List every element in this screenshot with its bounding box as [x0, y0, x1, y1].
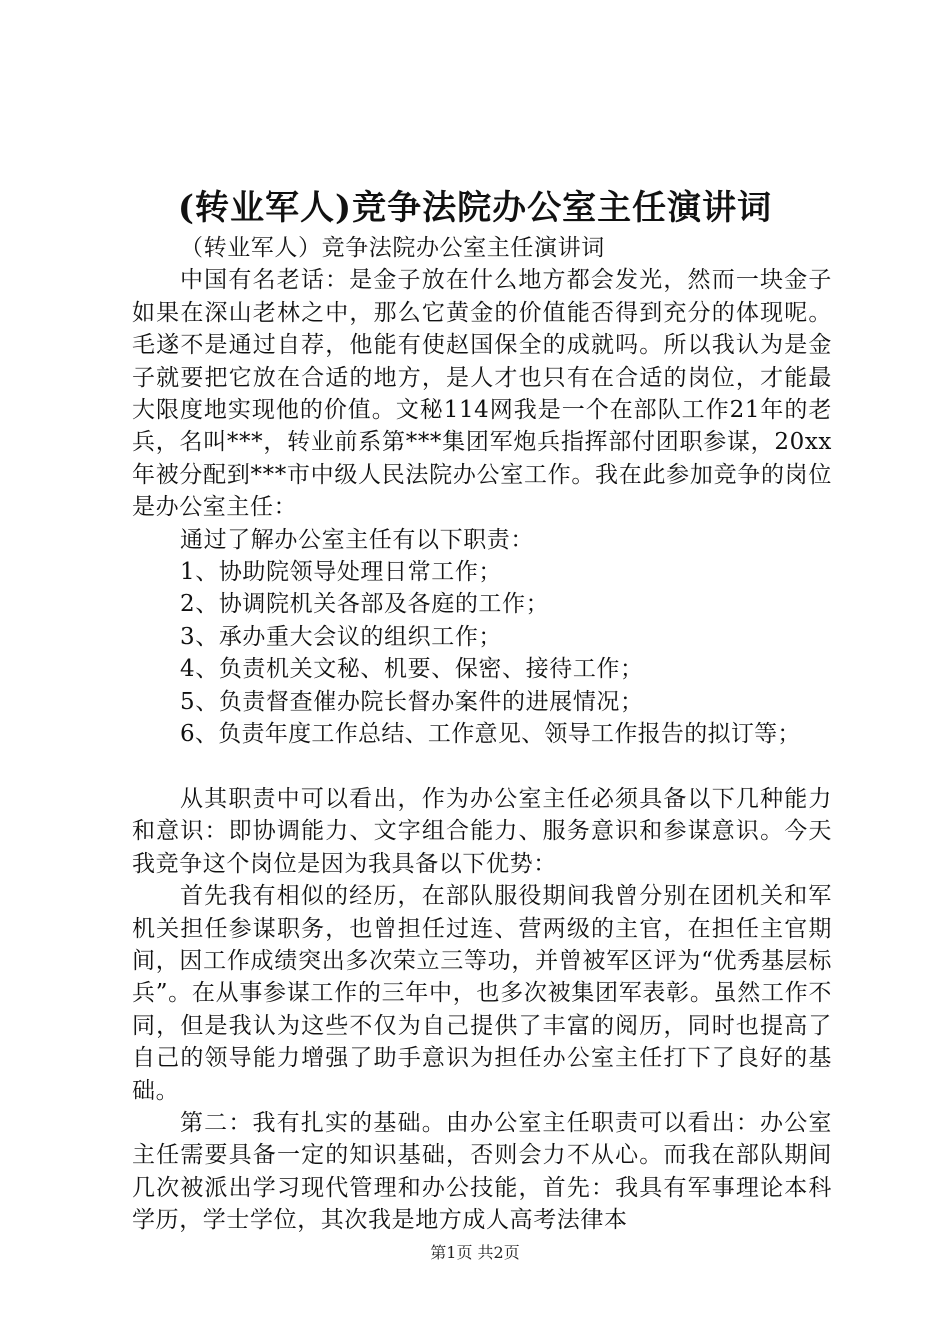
paragraph-duties-intro: 通过了解办公室主任有以下职责： [180, 526, 534, 553]
duty-item-6: 6、负责年度工作总结、工作意见、领导工作报告的拟订等； [180, 721, 801, 748]
blank-line [132, 751, 832, 783]
duty-item-2: 2、协调院机关各部及各庭的工作； [180, 591, 550, 618]
duty-item-4: 4、负责机关文秘、机要、保密、接待工作； [180, 656, 644, 683]
paragraph-abilities: 从其职责中可以看出，作为办公室主任必须具备以下几种能力和意识：即协调能力、文字组合能力、服务意识和参谋意识。今天我竞争这个岗位是因为我具备以下优势： [132, 785, 832, 877]
duty-item-1: 1、协助院领导处理日常工作； [180, 559, 503, 586]
paragraph-foundation: 第二：我有扎实的基础。由办公室主任职责可以看出：办公室主任需要具备一定的知识基础，否则会力不从心。而我在部队期间几次被派出学习现代管理和办公技能，首先：我具有军事理论本科学历，学士学位，其次我是地方成人高考法律本 [132, 1109, 832, 1234]
duty-item-5: 5、负责督查催办院长督办案件的进展情况； [180, 688, 644, 715]
paragraph-intro: 中国有名老话：是金子放在什么地方都会发光，然而一块金子如果在深山老林之中，那么它黄金的价值能否得到充分的体现呢。毛遂不是通过自荐，他能有使赵国保全的成就吗。所以我认为是金子就要把它放在合适的地方，是人才也只有在合适的岗位，才能最大限度地实现他的价值。文秘114网我是一个在部队工作21年的老兵，名叫***，转业前系第***集团军炮兵指挥部付团职参谋，20xx年被分配到***市中级人民法院办公室工作。我在此参加竞争的岗位是办公室主任： [132, 267, 832, 521]
document-title: (转业军人)竞争法院办公室主任演讲词 [177, 188, 773, 228]
duty-item-3: 3、承办重大会议的组织工作； [180, 623, 503, 650]
document-body [132, 232, 832, 1237]
subtitle-line: （转业军人）竞争法院办公室主任演讲词 [180, 235, 605, 261]
page-number-footer: 第1页 共2页 [430, 1243, 520, 1262]
paragraph-experience: 首先我有相似的经历，在部队服役期间我曾分别在团机关和军机关担任参谋职务，也曾担任过连、营两级的主官，在担任主官期间，因工作成绩突出多次荣立三等功，并曾被军区评为“优秀基层标兵”。在从事参谋工作的三年中，也多次被集团军表彰。虽然工作不同，但是我认为这些不仅为自己提供了丰富的阅历，同时也提高了自己的领导能力增强了助手意识为担任办公室主任打下了良好的基础。 [132, 883, 832, 1104]
